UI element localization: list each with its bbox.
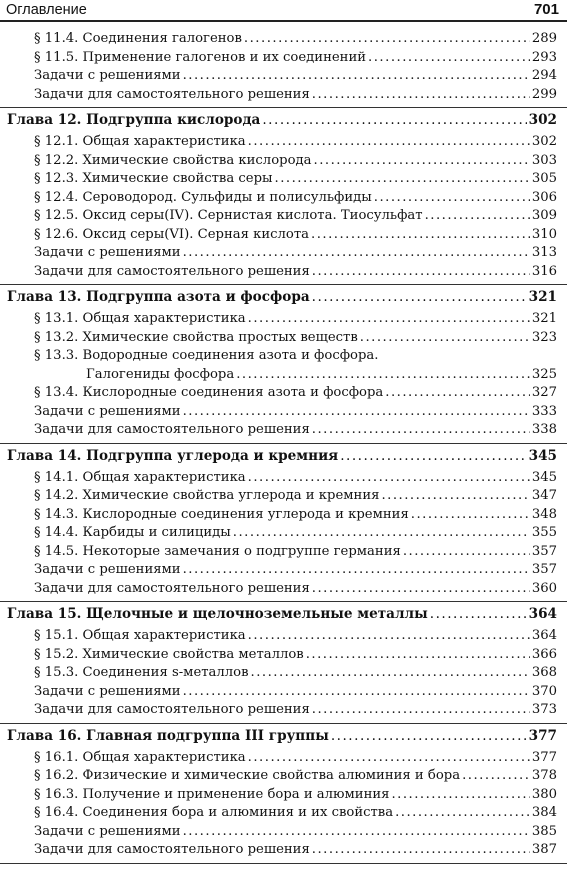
chapter-heading-page: 321 [528,289,557,305]
toc-entry-page: 316 [531,263,557,279]
chapter-heading [0,606,567,628]
chapter-heading-text: Глава 15. Щелочные и щелочноземельные металлы [7,606,428,622]
toc-entry [0,264,567,283]
toc-entry-text: § 15.3. Соединения s-металлов [34,665,249,680]
leader-dots [312,264,530,279]
running-title: Оглавление [6,2,87,18]
toc-entry-page: 327 [531,385,557,400]
toc-entry-page: 321 [531,311,557,326]
toc-entry-text: § 16.1. Общая характеристика [34,749,246,765]
toc-entry [0,404,567,423]
leader-dots [233,525,530,540]
toc-entry-page: 299 [531,86,557,102]
toc-entry-page: 306 [531,189,557,205]
chapter-heading [0,289,567,311]
leader-dots [183,684,530,699]
toc-entry [0,544,567,563]
toc-entry-page: 294 [531,68,557,83]
leader-dots [462,768,530,783]
toc-entry-page: 347 [531,488,557,503]
toc-entry-page: 355 [531,525,557,540]
page-number: 701 [533,1,559,18]
toc-entry-text: Задачи с решениями [34,245,181,260]
toc-entry [0,684,567,703]
toc-entry [0,842,567,861]
chapter-heading [0,728,567,750]
toc-entry-text: § 15.1. Общая характеристика [34,628,246,643]
toc-entry [0,227,567,246]
toc-entry-page: 384 [531,805,557,820]
toc-entry-text: § 16.3. Получение и применение бора и алюминия [34,786,390,802]
leader-dots [244,31,530,46]
table-of-contents [0,31,567,864]
leader-dots [183,245,530,260]
toc-entry-text: Задачи для самостоятельного решения [34,702,310,717]
leader-dots [391,787,529,802]
leader-dots [368,50,530,65]
leader-dots [312,87,530,102]
chapter-heading-text: Глава 12. Подгруппа кислорода [7,112,261,128]
toc-group [0,289,567,444]
leader-dots [183,68,530,83]
toc-entry [0,422,567,441]
toc-entry [0,190,567,209]
toc-group [0,112,567,285]
toc-entry-text: Задачи с решениями [34,683,181,699]
toc-entry-page: 368 [531,665,557,680]
toc-entry-page: 303 [531,152,557,168]
toc-entry [0,68,567,87]
toc-entry-text: § 12.3. Химические свойства серы [34,171,273,186]
leader-dots [248,134,530,149]
toc-entry-page: 302 [531,134,557,149]
toc-entry-text: § 12.6. Оксид серы(VI). Серная кислота [34,226,309,242]
toc-entry-text: Задачи для самостоятельного решения [34,86,310,102]
leader-dots [251,665,530,680]
leader-dots [381,488,529,503]
leader-dots [385,385,530,400]
chapter-heading-text: Глава 14. Подгруппа углерода и кремния [7,447,339,464]
toc-entry-page: 345 [531,469,557,485]
toc-entry [0,87,567,106]
toc-entry-text: § 11.5. Применение галогенов и их соединений [34,49,367,65]
toc-entry [0,245,567,264]
toc-entry-text: § 16.4. Соединения бора и алюминия и их свойства [34,805,394,820]
toc-entry-continuation [0,367,567,386]
toc-group [0,31,567,108]
toc-entry [0,134,567,153]
toc-entry-page: 338 [531,422,557,437]
toc-entry-text: § 13.3. Водородные соединения азота и фосфора. [34,348,379,363]
toc-entry-text: § 12.4. Сероводород. Сульфиды и полисульфиды [34,189,372,205]
toc-entry-page: 323 [531,329,557,345]
leader-dots [248,628,530,643]
leader-dots [183,824,530,839]
toc-entry-continuation-page: 325 [531,366,557,382]
chapter-heading-page: 364 [528,606,557,622]
toc-entry-page: 380 [531,786,557,802]
toc-entry-page: 364 [531,628,557,643]
toc-entry [0,208,567,227]
toc-entry-page: 387 [531,842,557,857]
toc-group [0,606,567,724]
leader-dots [312,289,527,305]
toc-entry-text: § 13.2. Химические свойства простых веществ [34,329,358,345]
toc-entry [0,153,567,172]
leader-dots [411,507,530,522]
toc-group [0,448,567,603]
toc-entry-text: Задачи с решениями [34,562,181,577]
leader-dots [311,227,530,242]
toc-group [0,728,567,864]
toc-entry-text: Задачи для самостоятельного решения [34,422,310,437]
toc-entry-page: 357 [531,543,557,559]
toc-entry [0,581,567,600]
leader-dots [262,112,526,128]
toc-entry-text: Задачи для самостоятельного решения [34,842,310,857]
chapter-heading-text: Глава 16. Главная подгруппа III группы [7,727,329,744]
toc-entry-text: § 16.2. Физические и химические свойства алюминия и бора [34,768,461,783]
leader-dots [236,367,530,382]
toc-entry [0,628,567,647]
leader-dots [331,728,527,744]
toc-entry [0,50,567,69]
toc-entry-page: 293 [531,49,557,65]
toc-entry-text: Задачи для самостоятельного решения [34,263,310,279]
leader-dots [248,470,530,485]
leader-dots [275,171,530,186]
chapter-heading-page: 345 [528,447,557,464]
toc-entry-text: Задачи с решениями [34,823,181,839]
toc-entry [0,171,567,190]
toc-entry-text: § 12.2. Химические свойства кислорода [34,152,312,168]
toc-entry [0,525,567,544]
toc-entry [0,311,567,330]
toc-entry-text: Задачи для самостоятельного решения [34,580,310,596]
chapter-heading-page: 302 [528,112,557,128]
toc-entry [0,665,567,684]
toc-entry-text: § 12.1. Общая характеристика [34,134,246,149]
toc-entry-text: § 14.2. Химические свойства углерода и кремния [34,488,380,503]
toc-entry [0,470,567,489]
leader-dots [183,404,530,419]
leader-dots [374,190,530,205]
toc-entry-page: 378 [531,768,557,783]
toc-entry-page: 377 [531,749,557,765]
toc-entry [0,562,567,581]
toc-entry [0,750,567,769]
toc-entry [0,31,567,50]
toc-entry-continuation-text: Галогениды фосфора [86,366,235,382]
toc-entry [0,348,567,367]
toc-entry [0,768,567,787]
toc-entry-page: 289 [531,31,557,46]
leader-dots [314,153,530,168]
toc-entry [0,330,567,349]
leader-dots [312,702,530,717]
toc-entry-page: 366 [531,646,557,662]
toc-entry-page: 305 [531,171,557,186]
toc-entry-page: 309 [531,208,557,223]
toc-entry-page: 310 [531,226,557,242]
toc-entry-text: § 14.1. Общая характеристика [34,469,246,485]
chapter-heading [0,112,567,134]
toc-entry-page: 348 [531,506,557,522]
chapter-heading-page: 377 [528,727,557,744]
page-header [0,0,567,22]
toc-entry [0,824,567,843]
toc-entry-page: 313 [531,245,557,260]
toc-entry-text: § 14.4. Карбиды и силициды [34,525,231,540]
toc-entry-page: 373 [531,702,557,717]
toc-entry [0,805,567,824]
toc-entry-text: § 12.5. Оксид серы(IV). Сернистая кислота. Тиосульфат [34,208,423,223]
leader-dots [312,842,530,857]
leader-dots [312,422,530,437]
leader-dots [248,750,530,765]
toc-entry [0,507,567,526]
toc-entry-text: § 14.5. Некоторые замечания о подгруппе германия [34,543,401,559]
leader-dots [395,805,530,820]
toc-entry-page: 360 [531,580,557,596]
leader-dots [425,208,530,223]
toc-entry-page: 370 [531,683,557,699]
toc-entry-text: § 11.4. Соединения галогенов [34,31,242,46]
leader-dots [360,330,530,345]
toc-entry-page: 385 [531,823,557,839]
toc-entry-text: § 13.1. Общая характеристика [34,311,246,326]
toc-entry [0,385,567,404]
toc-entry-text: Задачи с решениями [34,68,181,83]
toc-entry-text: Задачи с решениями [34,403,181,419]
leader-dots [248,311,530,326]
leader-dots [183,562,530,577]
toc-entry-text: § 13.4. Кислородные соединения азота и фосфора [34,385,384,400]
leader-dots [340,448,526,464]
toc-entry-text: § 15.2. Химические свойства металлов [34,646,304,662]
chapter-heading [0,448,567,470]
leader-dots [403,544,530,559]
toc-entry [0,787,567,806]
chapter-heading-text: Глава 13. Подгруппа азота и фосфора [7,289,310,305]
toc-entry-text: § 14.3. Кислородные соединения углерода и кремния [34,506,409,522]
toc-entry-page: 357 [531,562,557,577]
toc-entry [0,647,567,666]
toc-entry [0,488,567,507]
leader-dots [306,647,530,662]
toc-entry [0,702,567,721]
leader-dots [312,581,530,596]
leader-dots [430,606,527,622]
toc-entry-page: 333 [531,403,557,419]
